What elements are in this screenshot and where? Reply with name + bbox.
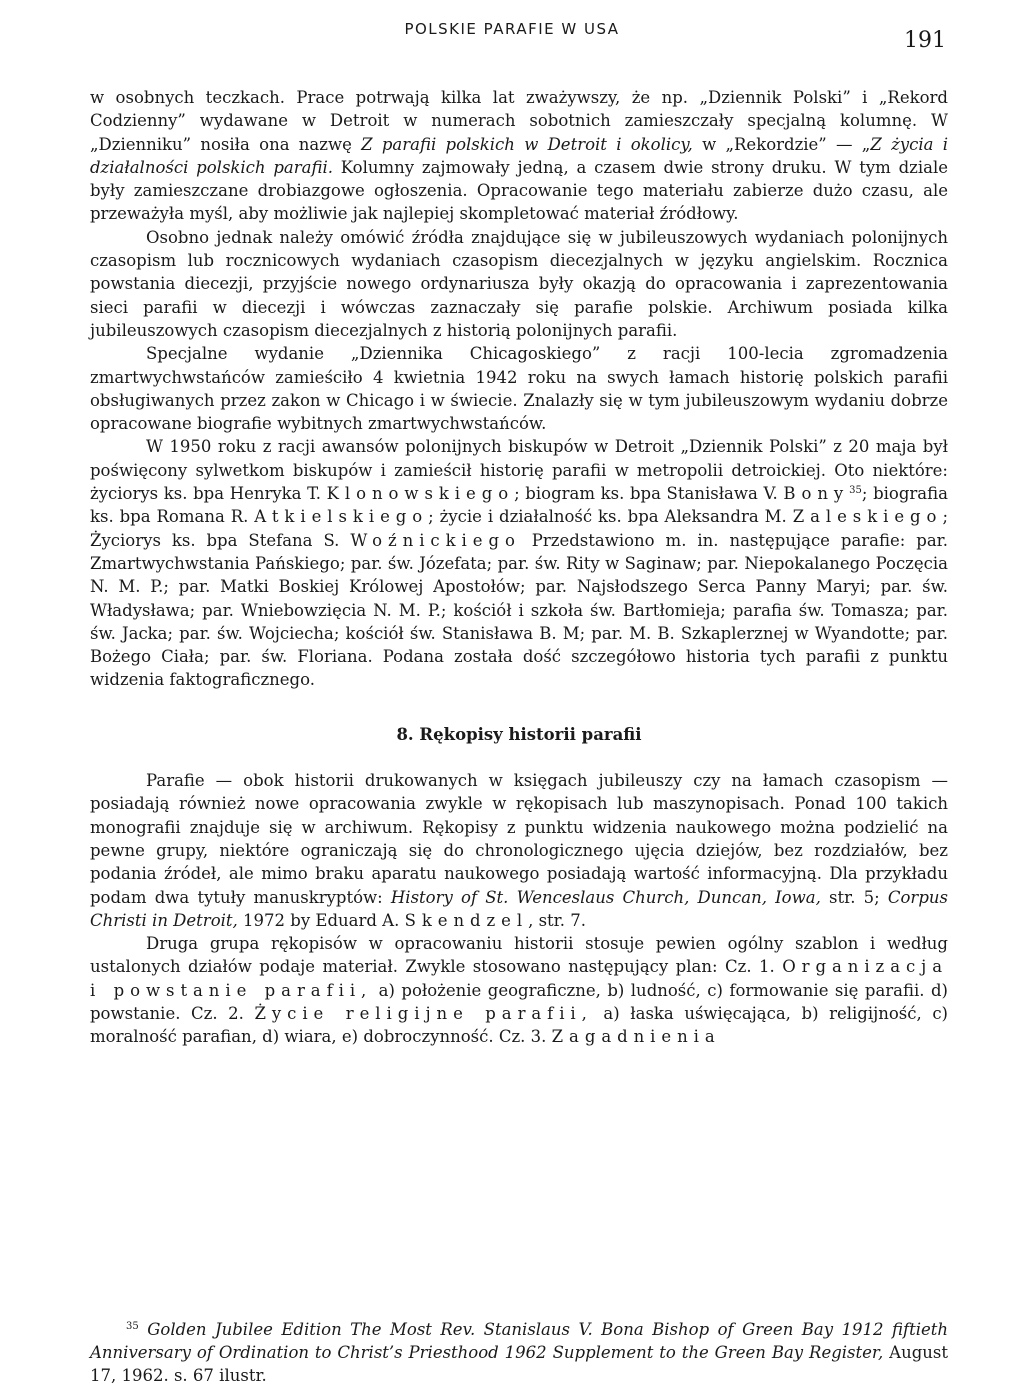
text-run: ; biogram ks. bpa Stanisława V.: [514, 484, 784, 504]
spaced-heading: Zagadnienia: [551, 1027, 721, 1047]
footnote-title: Golden Jubilee Edition The Most Rev. Stanislaus V. Bona Bishop of Green Bay 1912 fiftieth Anniversary of Ordination to Christ’s Priesthood 1962 Supplement to the Green Bay Register,: [90, 1320, 949, 1362]
text-run: a) łaska uświęcająca, b) religijność, c) moralność parafian, d) wiara, e) dobroczynność. Cz. 3.: [90, 1003, 948, 1047]
paragraph-6: [90, 932, 948, 1048]
text-run: 1972 by Eduard A.: [237, 910, 405, 930]
text-run: , str. 7.: [528, 910, 586, 930]
paragraph-3: Specjalne wydanie „Dziennika Chicagoskiego” z racji 100-lecia zgromadzenia zmartwychwstańców zamieściło 4 kwietnia 1942 roku na swych łamach historię polskich parafii obsługiwanych przez zakon w Chicago i w świecie. Znalazły się w tym jubileuszowym wydaniu dobrze opracowane biografie wybitnych zmartwychwstańców.: [90, 344, 948, 434]
text-run: w osobnych teczkach. Prace potrwają kilka lat zważywszy, że np. „Dziennik Polski” i „Rekord Codzienny” wydawane w Detroit w numerach sobotnich zamieszczały specjalną kolumnę. W „Dzienniku” nosiła ona nazwę: [90, 88, 948, 154]
text-run: W 1950 roku z racji awansów polonijnych biskupów w Detroit „Dziennik Polski” z 20 maja był poświęcony sylwetkom biskupów i zamieścił historię parafii w metropolii detroickiej. Oto niektóre: życiorys ks. bpa Henryka T.: [90, 437, 948, 504]
spaced-name: Woźnickiego: [350, 530, 521, 550]
text-run: Parafie — obok historii drukowanych w księgach jubileuszy czy na łamach czasopism — posiadają również nowe opracowania zwykle w rękopisach lub maszynopisach. Ponad 100 takich monografii znajduje się w archiwum. Rękopisy z punktu widzenia naukowego można podzielić na pewne grupy, niektóre ograniczają się do chronologicznego ujęcia dziejów, bez rozdziałów, bez podania źródeł, ale mimo braku aparatu naukowego posiadają wartość informacyjną. Dla przykładu podam dwa tytuły manuskryptów:: [90, 771, 948, 907]
spaced-name: Zaleskiego: [792, 507, 943, 527]
text-run: str. 5;: [820, 887, 888, 907]
spaced-name: Atkielskiego: [254, 507, 429, 527]
text-run: ; Życiorys ks. bpa Stefana S.: [90, 507, 948, 550]
text-run: ; biografia ks. bpa Romana R.: [90, 484, 948, 527]
paragraph-1: [90, 86, 948, 226]
spaced-heading: Organizacja i powstanie parafii,: [90, 957, 948, 1000]
text-run: Przedstawiono m. in. następujące parafie: par. Zmartwychwstania Pańskiego; par. św. Józefata; par. św. Rity w Saginaw; par. Niepokalanego Poczęcia N. M. P.; par. Matki Boskiej Królowej Apostołów; par. Najsłodszego Serca Panny Maryi; par. św. Władysława; par. Wniebowzięcia N. M. P.; kościół i szkoła św. Bartłomieja; parafia św. Tomasza; par. św. Jacka; par. św. Wojciecha; kościół św. Stanisława B. M; par. M. B. Szkaplerznej w Wyandotte; par. Bożego Ciała; par. św. Floriana. Podana została dość szczegółowo historia tych parafii z punktu widzenia faktograficznego.: [90, 530, 948, 690]
italic-title: Z życia i działalności polskich parafii.: [90, 134, 948, 177]
footnote-text: August 17, 1962. s. 67 ilustr.: [90, 1343, 948, 1385]
paragraph-4: [90, 435, 948, 691]
spaced-name: Skendzel: [404, 910, 529, 930]
footnote-number: 35: [126, 1321, 139, 1332]
section-heading: 8. Rękopisy historii parafii: [396, 724, 642, 744]
italic-title: Z parafii polskich w Detroit i okolicy,: [361, 134, 693, 154]
running-head: POLSKIE PARAFIE W USA: [404, 20, 620, 38]
text-run: Druga grupa rękopisów w opracowaniu historii stosuje pewien ogólny szablon i według ustalonych działów podaje materiał. Zwykle stosowano następujący plan: Cz. 1.: [90, 934, 948, 977]
paragraph-2: Osobno jednak należy omówić źródła znajdujące się w jubileuszowych wydaniach polonijnych czasopism lub rocznicowych wydaniach czasopism diecezjalnych w języku angielskim. Rocznica powstania diecezji, przyjście nowego ordynariusza były okazją do opracowania i zaprezentowania sieci parafii w diecezji i wówczas zaznaczały się parafie polskie. Archiwum posiada kilka jubileuszowych czasopism diecezjalnych z historią polonijnych parafii.: [90, 227, 948, 340]
text-run: ; życie i działalność ks. bpa Aleksandra M.: [428, 507, 793, 527]
italic-title: History of St. Wenceslaus Church, Duncan, Iowa,: [390, 887, 821, 907]
text-run: Kolumny zajmowały jedną, a czasem dwie strony druku. W tym dziale były zamieszczane drobiazgowe ogłoszenia. Opracowanie tego materiału zabierze dużo czasu, ale przeważyła myśl, aby możliwie jak najlepiej skompletować materiał źródłowy.: [90, 157, 949, 224]
body-text: [90, 86, 948, 1049]
footnote-ref: 35: [849, 485, 862, 497]
italic-title: Corpus Christi in Detroit,: [90, 887, 948, 930]
page-number: 191: [904, 28, 946, 53]
spaced-heading: Życie religijne parafii,: [254, 1003, 593, 1023]
text-run: w „Rekordzie” — „: [692, 134, 871, 154]
paragraph-5: [90, 769, 948, 932]
text-run: a) położenie geograficzne, b) ludność, c) formowanie się parafii. d) powstanie. Cz. 2.: [90, 980, 948, 1023]
spaced-name: Klonowskiego: [326, 484, 515, 504]
footnote: [90, 1318, 948, 1387]
spaced-name: Bony: [783, 484, 850, 504]
